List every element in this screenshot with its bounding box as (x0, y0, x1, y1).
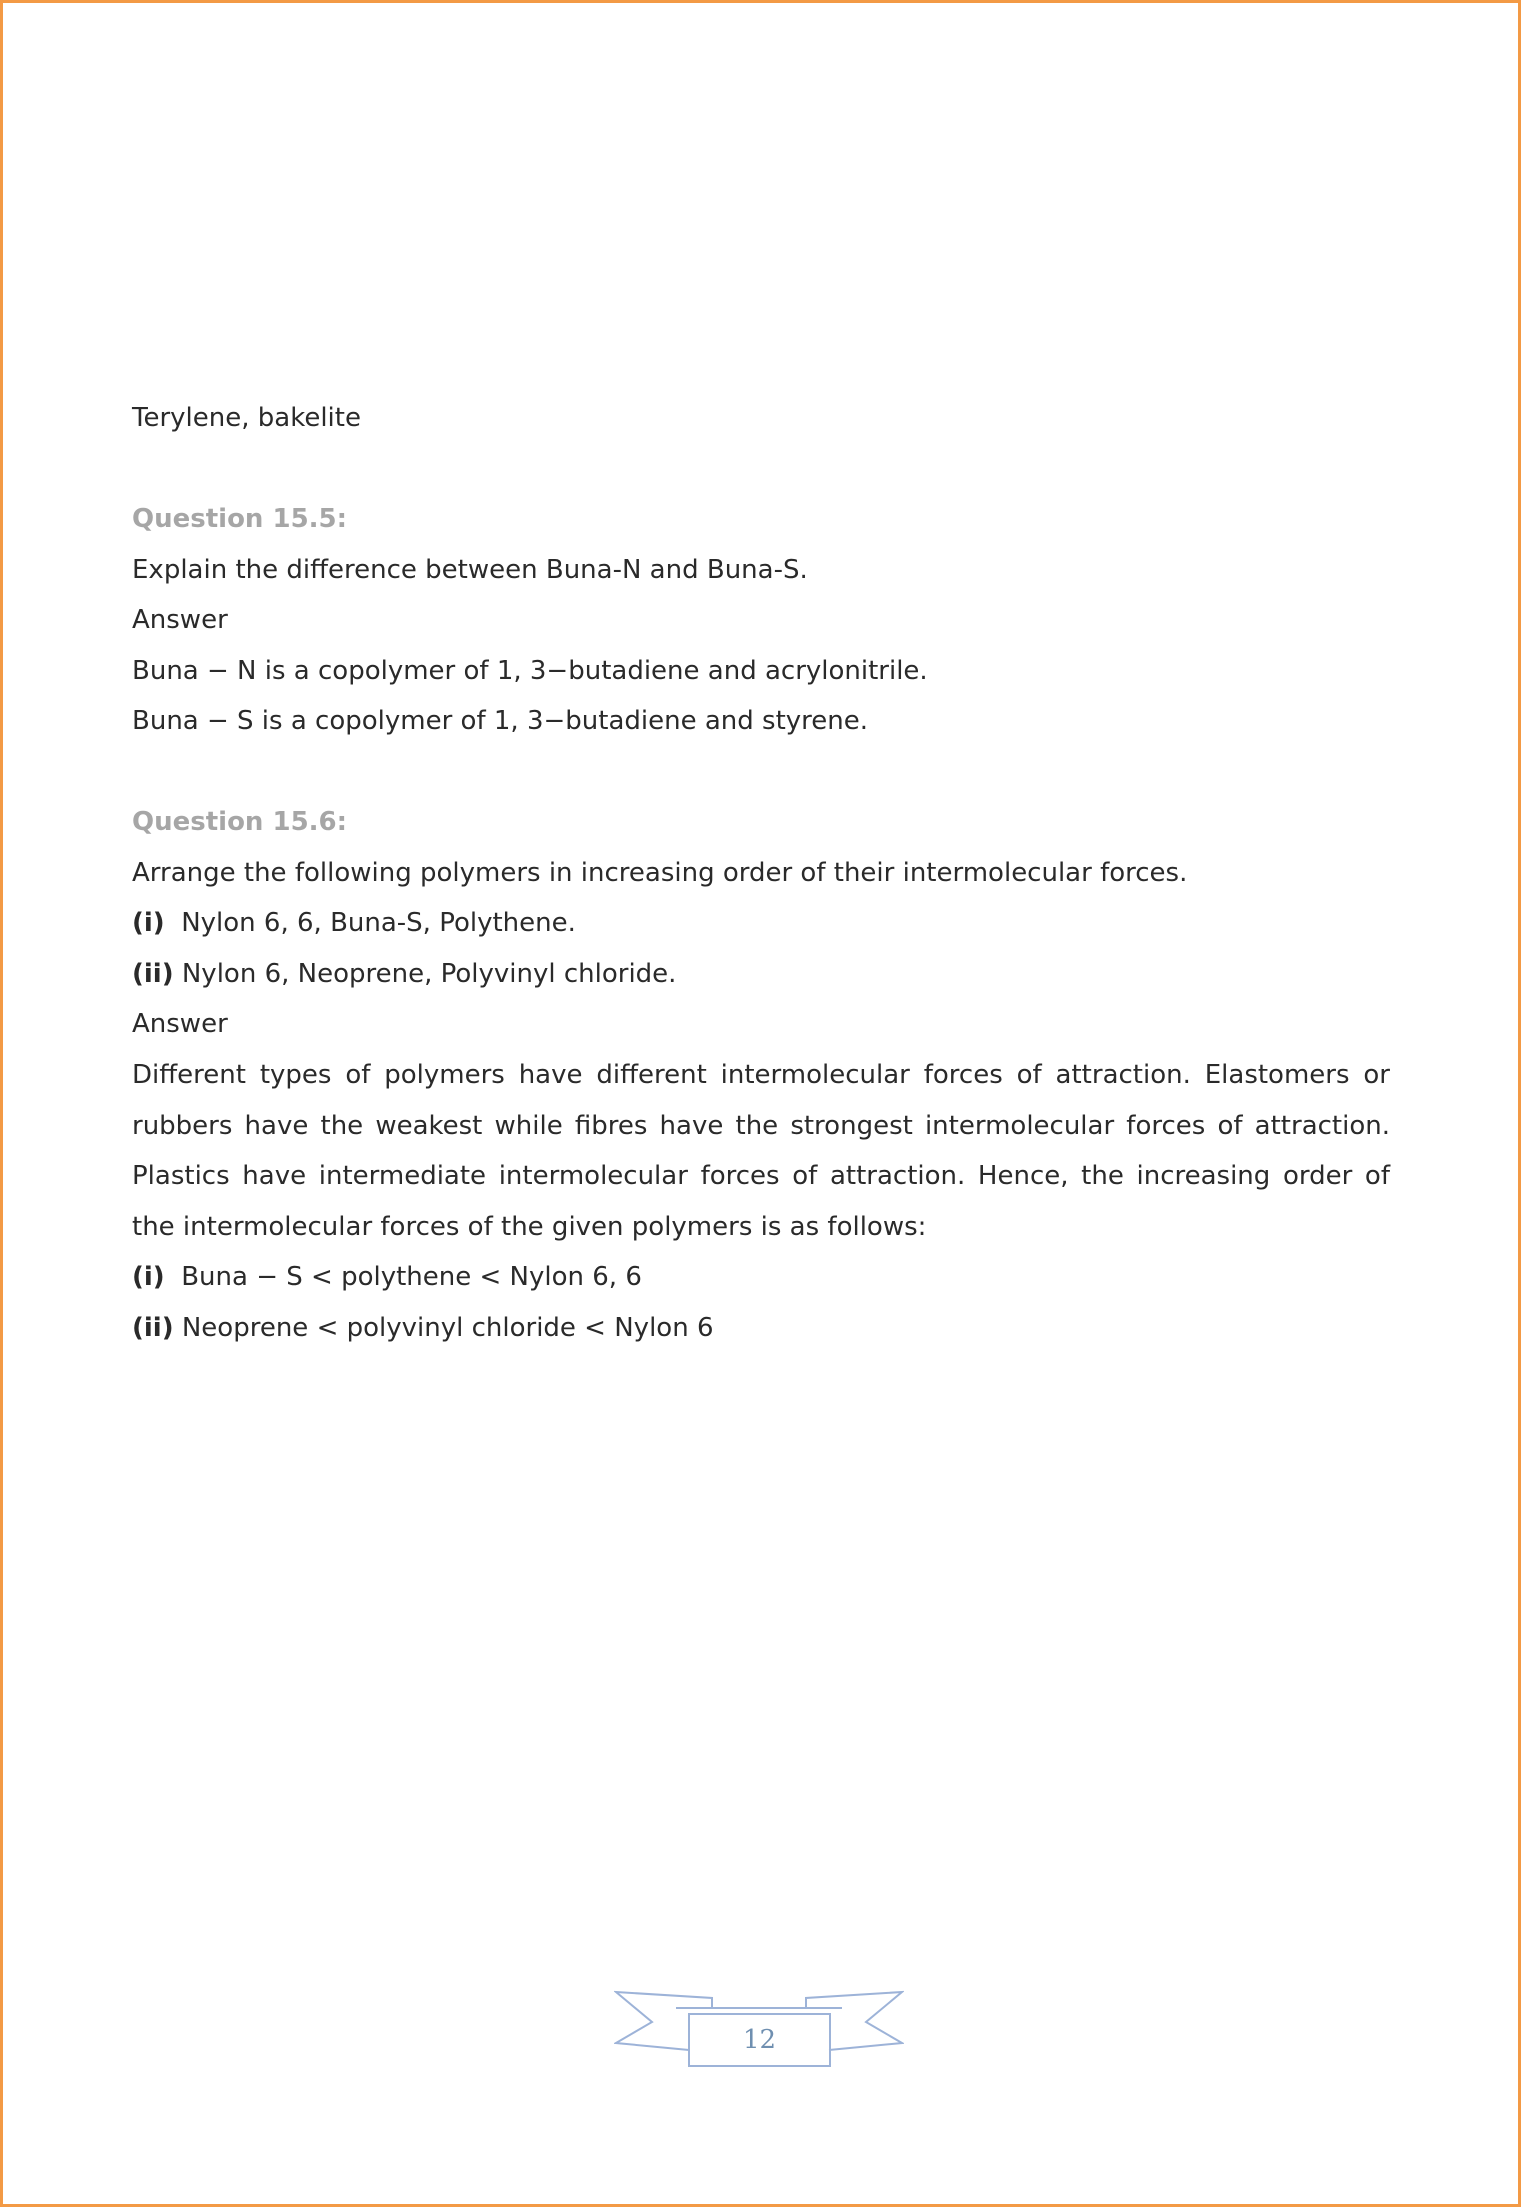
question-item (132, 949, 1390, 1000)
item-number: (i) (132, 1262, 165, 1293)
answer-label: Answer (132, 1009, 228, 1040)
question-15-6 (132, 797, 1390, 1354)
answer-line: Buna − N is a copolymer of 1, 3−butadiene and acrylonitrile. (132, 655, 928, 686)
item-text: Buna − S < polythene < Nylon 6, 6 (181, 1262, 642, 1293)
answer-label: Answer (132, 605, 228, 636)
answer-paragraph: Different types of polymers have different intermolecular forces of attraction. Elastomers or rubbers have the weakest while fibres have the strongest intermolecular forces of attraction. Plastics have intermediate intermolecular forces of attraction. Hence, the increasing order of the intermolecular forces of the given polymers is as follows: (132, 1059, 1390, 1242)
answer-item (132, 1303, 1390, 1354)
question-text: Explain the difference between Buna-N and Buna-S. (132, 554, 808, 585)
item-number: (ii) (132, 958, 174, 989)
question-text: Arrange the following polymers in increasing order of their intermolecular forces. (132, 857, 1188, 888)
item-number: (ii) (132, 1312, 174, 1343)
item-number: (i) (132, 908, 165, 939)
question-heading: Question 15.5: (132, 504, 348, 534)
item-text: Nylon 6, Neoprene, Polyvinyl chloride. (181, 958, 677, 989)
answer-item (132, 1252, 1390, 1303)
item-text: Neoprene < polyvinyl chloride < Nylon 6 (181, 1312, 714, 1343)
question-15-5 (132, 494, 1390, 747)
answer-text: Terylene, bakelite (132, 403, 361, 433)
question-heading: Question 15.6: (132, 807, 348, 837)
intro-answer (132, 393, 1390, 444)
answer-line: Buna − S is a copolymer of 1, 3−butadiene and styrene. (132, 706, 868, 737)
question-item (132, 898, 1390, 949)
page-number: 12 (742, 2025, 777, 2055)
item-text: Nylon 6, 6, Buna-S, Polythene. (181, 908, 576, 939)
